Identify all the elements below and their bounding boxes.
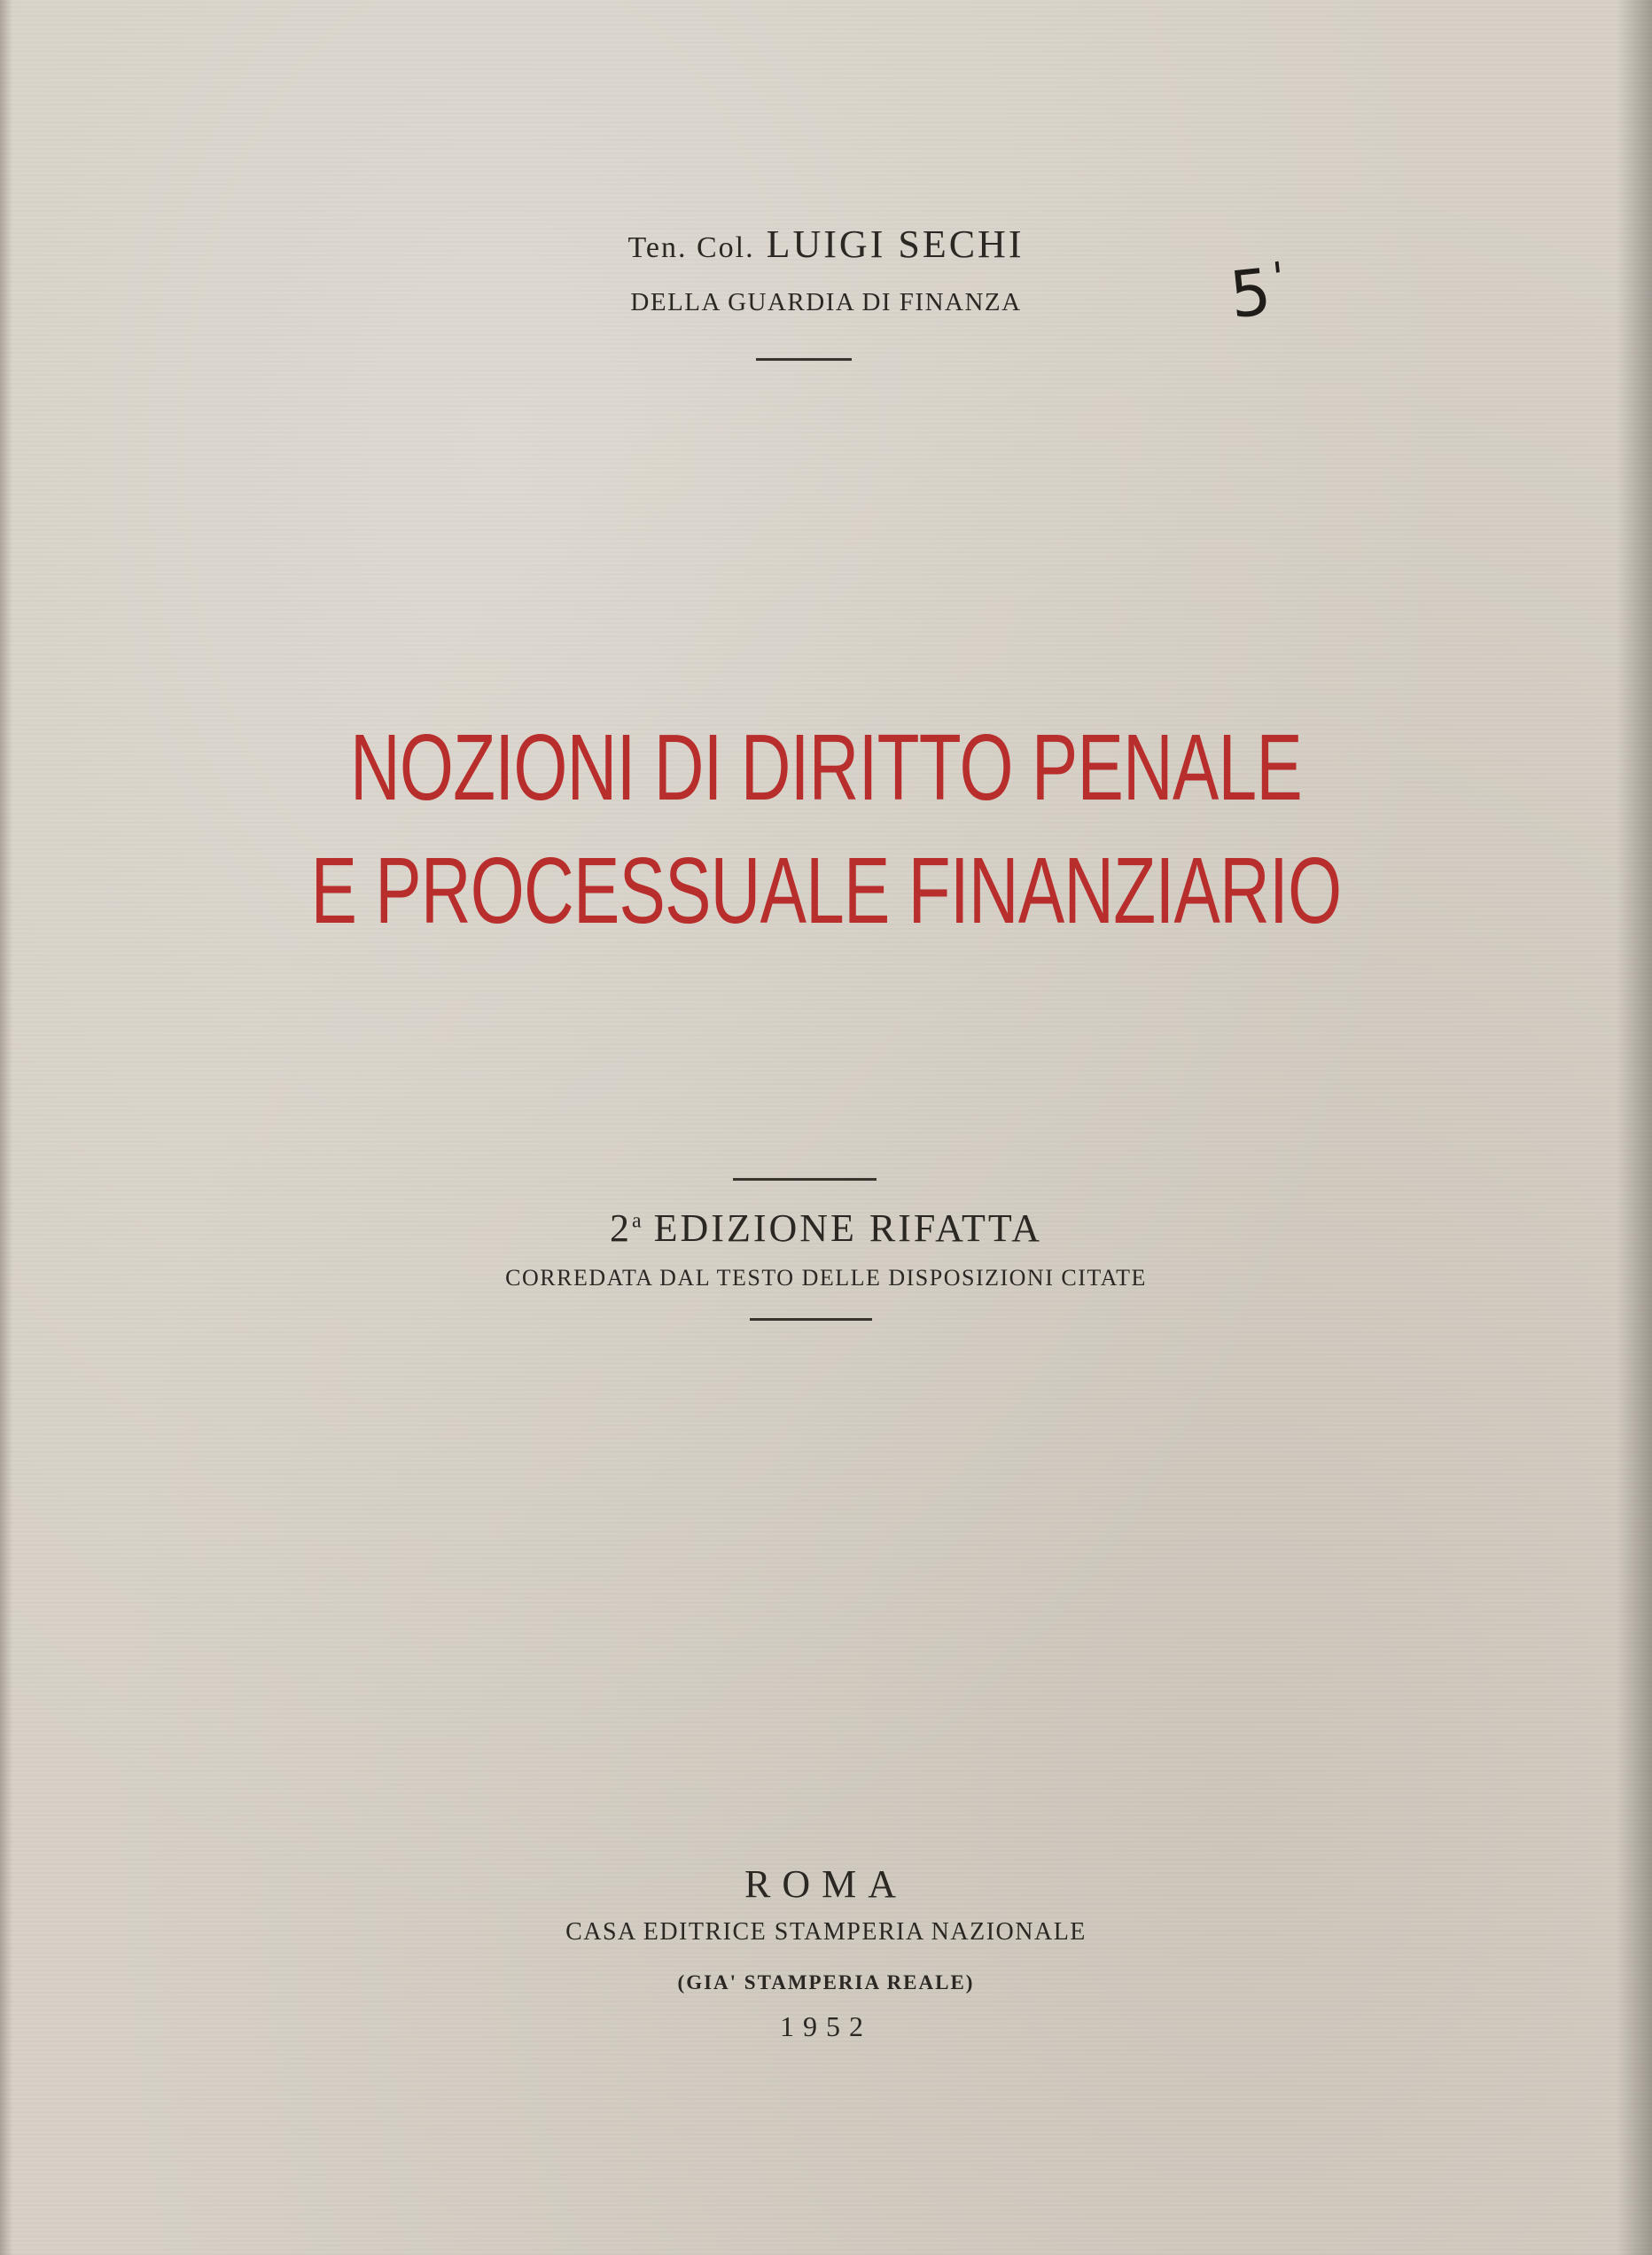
imprint-year: 1952 [780,2010,872,2042]
author-line [0,222,1652,267]
author-affiliation: DELLA GUARDIA DI FINANZA [630,288,1022,316]
edition-subtitle: CORREDATA DAL TESTO DELLE DISPOSIZIONI CITATE [505,1265,1147,1291]
divider-top [756,358,852,361]
cover-left-edge [0,0,12,2255]
handwritten-tick: ' [1270,252,1287,301]
edition-ordinal: a [631,1209,642,1233]
imprint-note: (GIA' STAMPERIA REALE) [677,1971,975,1994]
divider-edition-top [733,1178,877,1181]
edition-number: 2 [609,1206,632,1250]
divider-edition-bottom [750,1318,872,1321]
imprint-city: ROMA [744,1862,908,1906]
edition-line [0,1206,1652,1251]
author-name: LUIGI SECHI [766,222,1025,266]
title-line-2: E PROCESSUALE FINANZIARIO [310,839,1342,943]
handwritten-number: 5 [1226,254,1275,333]
handwritten-mark [1227,253,1290,332]
edition-label: EDIZIONE RIFATTA [653,1206,1043,1250]
title-line-1: NOZIONI DI DIRITTO PENALE [350,715,1302,820]
imprint-publisher: CASA EDITRICE STAMPERIA NAZIONALE [565,1918,1087,1946]
cover-right-edge [1617,0,1652,2255]
author-rank: Ten. Col. [627,231,755,264]
